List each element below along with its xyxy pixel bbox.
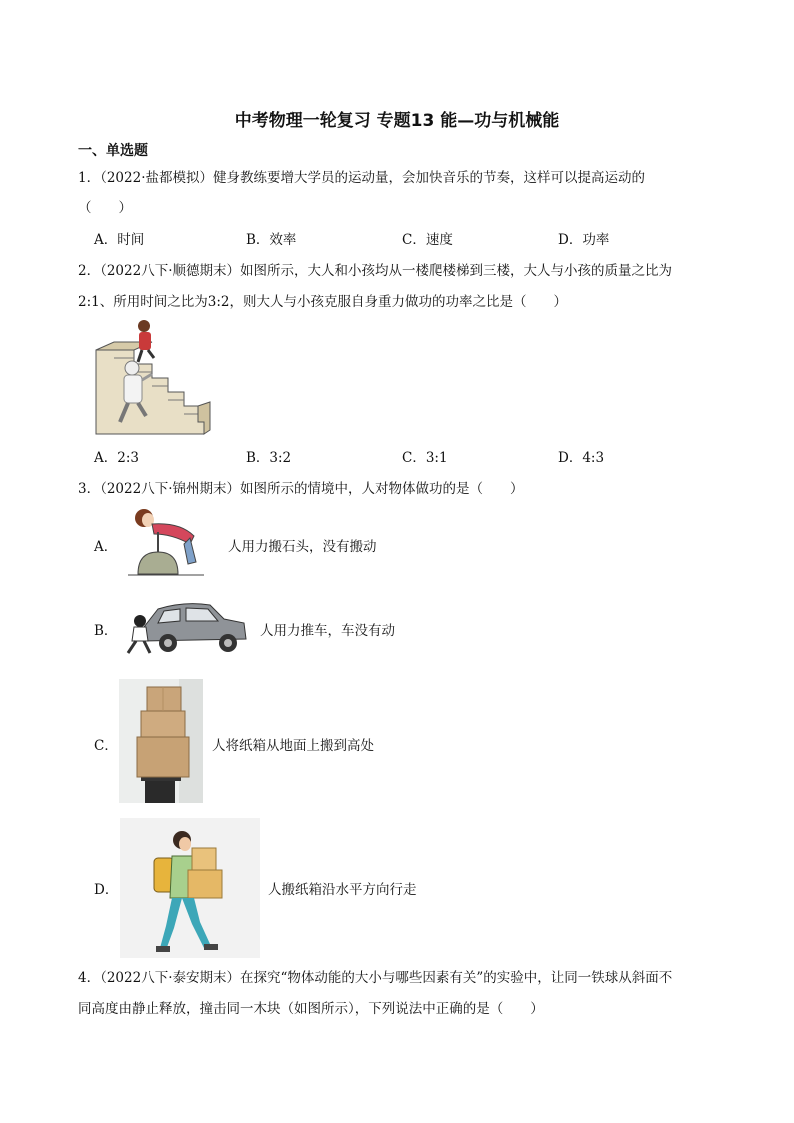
q1-option-a: A．时间	[94, 232, 145, 248]
q3-option-b-caption: 人用力推车，车没有动	[260, 623, 395, 639]
q1-option-c: C．速度	[402, 232, 453, 248]
q2-option-c: C．3:1	[402, 450, 448, 466]
q2-stem-line1: 2．（2022八下·顺德期末）如图所示，大人和小孩均从一楼爬楼梯到三楼，大人与小孩的质量之比为	[78, 263, 672, 279]
q3-option-c-letter: C．	[94, 738, 118, 754]
q3-option-b-letter: B．	[94, 623, 118, 639]
q3-option-a-caption: 人用力搬石头，没有搬动	[228, 539, 377, 555]
lifting-stone-figure	[124, 504, 208, 578]
q3-option-c-caption: 人将纸箱从地面上搬到高处	[212, 738, 374, 754]
section-heading: 一、单选题	[78, 143, 148, 159]
q1-option-d: D．功率	[558, 232, 610, 248]
carrying-boxes-walking-figure	[120, 818, 260, 958]
q2-option-b: B．3:2	[246, 450, 292, 466]
q3-option-a-letter: A．	[94, 539, 118, 555]
q3-option-d-caption: 人搬纸箱沿水平方向行走	[268, 882, 417, 898]
q2-option-d: D．4:3	[558, 450, 605, 466]
q2-option-a: A．2:3	[94, 450, 139, 466]
stairs-figure	[94, 318, 212, 436]
q1-option-b: B．效率	[246, 232, 297, 248]
pushing-car-figure	[124, 597, 250, 657]
q1-stem-line2: （ ）	[78, 200, 132, 216]
q2-stem-line2: 2:1、所用时间之比为3:2，则大人与小孩克服自身重力做功的功率之比是（ ）	[78, 294, 567, 310]
q1-stem-line1: 1．（2022·盐都模拟）健身教练要增大学员的运动量，会加快音乐的节奏，这样可以提高运动的	[78, 170, 645, 186]
lifting-boxes-figure	[119, 679, 203, 803]
q4-stem-line1: 4．（2022八下·泰安期末）在探究“物体动能的大小与哪些因素有关”的实验中，让同一铁球从斜面不	[78, 970, 673, 986]
page-title: 中考物理一轮复习 专题13 能—功与机械能	[234, 111, 560, 131]
q4-stem-line2: 同高度由静止释放，撞击同一木块（如图所示），下列说法中正确的是（ ）	[78, 1001, 544, 1017]
q3-option-d-letter: D．	[94, 882, 119, 898]
q3-stem: 3．（2022八下·锦州期末）如图所示的情境中，人对物体做功的是（ ）	[78, 481, 524, 497]
